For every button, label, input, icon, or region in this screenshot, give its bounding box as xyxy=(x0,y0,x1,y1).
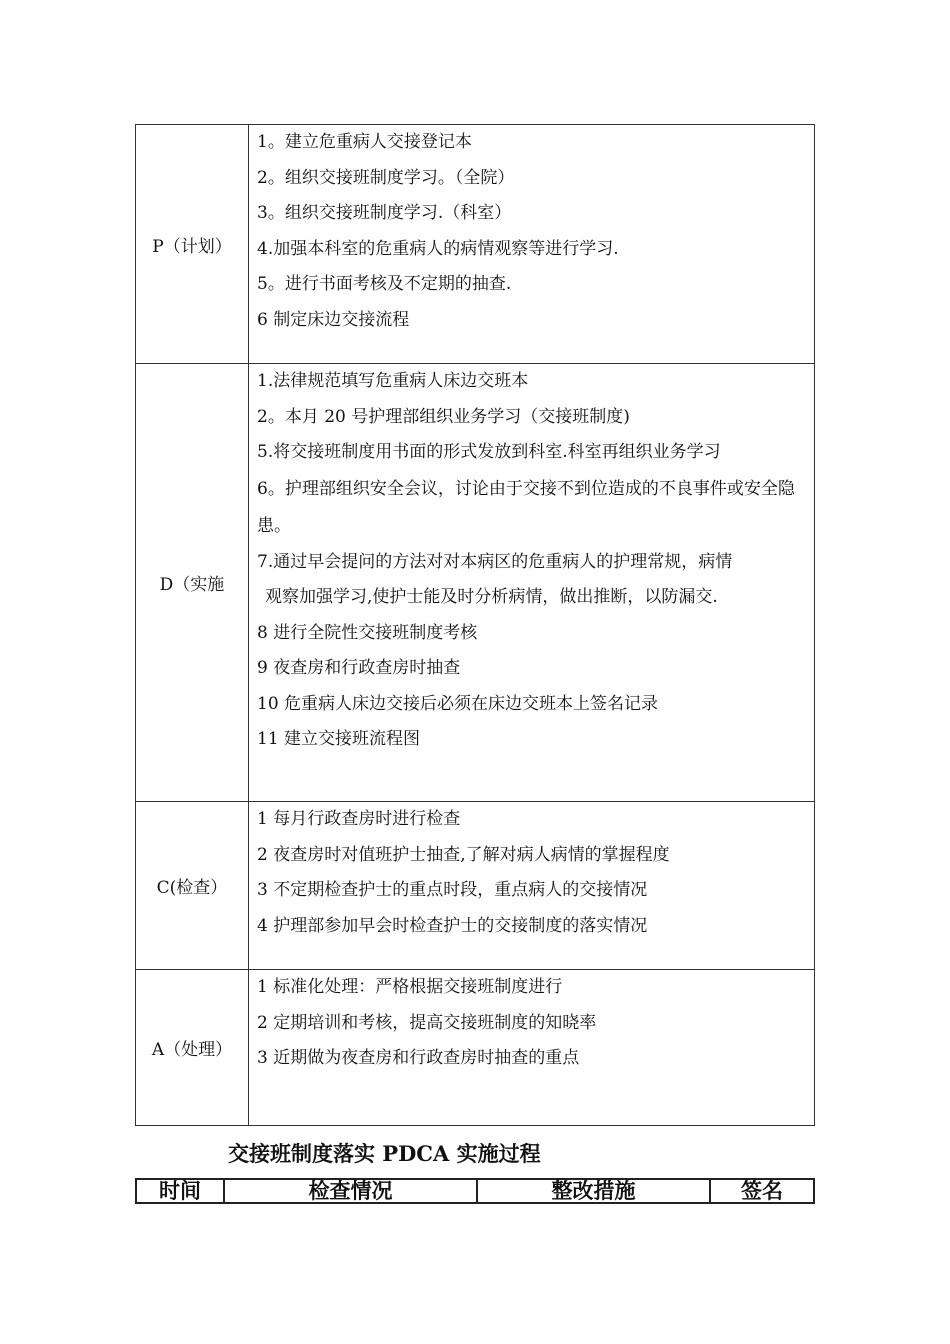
list-item: 3 不定期检查护士的重点时段，重点病人的交接情况 xyxy=(257,880,648,900)
list-item: 5。进行书面考核及不定期的抽查. xyxy=(257,274,512,294)
column-header-signature: 签名 xyxy=(710,1179,814,1203)
list-item: 11 建立交接班流程图 xyxy=(257,729,421,749)
list-item: 1 标准化处理：严格根据交接班制度进行 xyxy=(257,977,563,997)
list-item: 2 定期培训和考核，提高交接班制度的知晓率 xyxy=(257,1012,597,1033)
list-item: 4 护理部参加早会时检查护士的交接制度的落实情况 xyxy=(257,915,648,936)
list-item: 6 制定床边交接流程 xyxy=(257,309,410,330)
list-item: 1。建立危重病人交接登记本 xyxy=(257,132,472,152)
list-item: 9 夜查房和行政查房时抽查 xyxy=(257,658,461,678)
pdca-row-plan xyxy=(136,125,815,364)
list-item: 2。组织交接班制度学习。（全院） xyxy=(257,167,515,188)
list-item: 5.将交接班制度用书面的形式发放到科室.科室再组织业务学习 xyxy=(257,442,721,462)
list-item: 4.加强本科室的危重病人的病情观察等进行学习. xyxy=(257,238,619,259)
column-header-inspection: 检查情况 xyxy=(224,1179,477,1203)
pdca-table xyxy=(135,124,815,1126)
phase-content xyxy=(249,364,815,802)
list-item: 观察加强学习,使护士能及时分析病情，做出推断，以防漏交. xyxy=(265,587,718,607)
phase-content xyxy=(249,802,815,970)
phase-label: P（计划） xyxy=(136,125,249,364)
table-header-row xyxy=(136,1179,814,1203)
list-item: 1.法律规范填写危重病人床边交班本 xyxy=(257,371,529,391)
list-item: 10 危重病人床边交接后必须在床边交班本上签名记录 xyxy=(257,693,659,714)
column-header-corrective-action: 整改措施 xyxy=(477,1179,710,1203)
pdca-row-do xyxy=(136,364,815,802)
pdca-row-act xyxy=(136,970,815,1126)
list-item: 2。本月 20 号护理部组织业务学习（交接班制度) xyxy=(257,406,630,427)
phase-label: A（处理） xyxy=(136,970,249,1126)
list-item: 3。组织交接班制度学习.（科室） xyxy=(257,203,512,223)
list-item: 6。护理部组织安全会议，讨论由于交接不到位造成的不良事件或安全隐患。 xyxy=(257,478,795,536)
phase-content xyxy=(249,125,815,364)
phase-label: C(检查） xyxy=(136,802,249,970)
list-item: 8 进行全院性交接班制度考核 xyxy=(257,622,478,643)
list-item: 2 夜查房时对值班护士抽查,了解对病人病情的掌握程度 xyxy=(257,844,670,865)
implementation-log-table xyxy=(135,1178,815,1204)
pdca-row-check xyxy=(136,802,815,970)
phase-label: D（实施 xyxy=(136,364,249,802)
phase-content xyxy=(249,970,815,1126)
section-title: 交接班制度落实 PDCA 实施过程 xyxy=(228,1141,541,1166)
list-item: 1 每月行政查房时进行检查 xyxy=(257,809,461,829)
list-item: 3 近期做为夜查房和行政查房时抽查的重点 xyxy=(257,1048,580,1068)
list-item: 7.通过早会提问的方法对对本病区的危重病人的护理常规，病情 xyxy=(257,551,733,572)
column-header-time: 时间 xyxy=(136,1179,224,1203)
